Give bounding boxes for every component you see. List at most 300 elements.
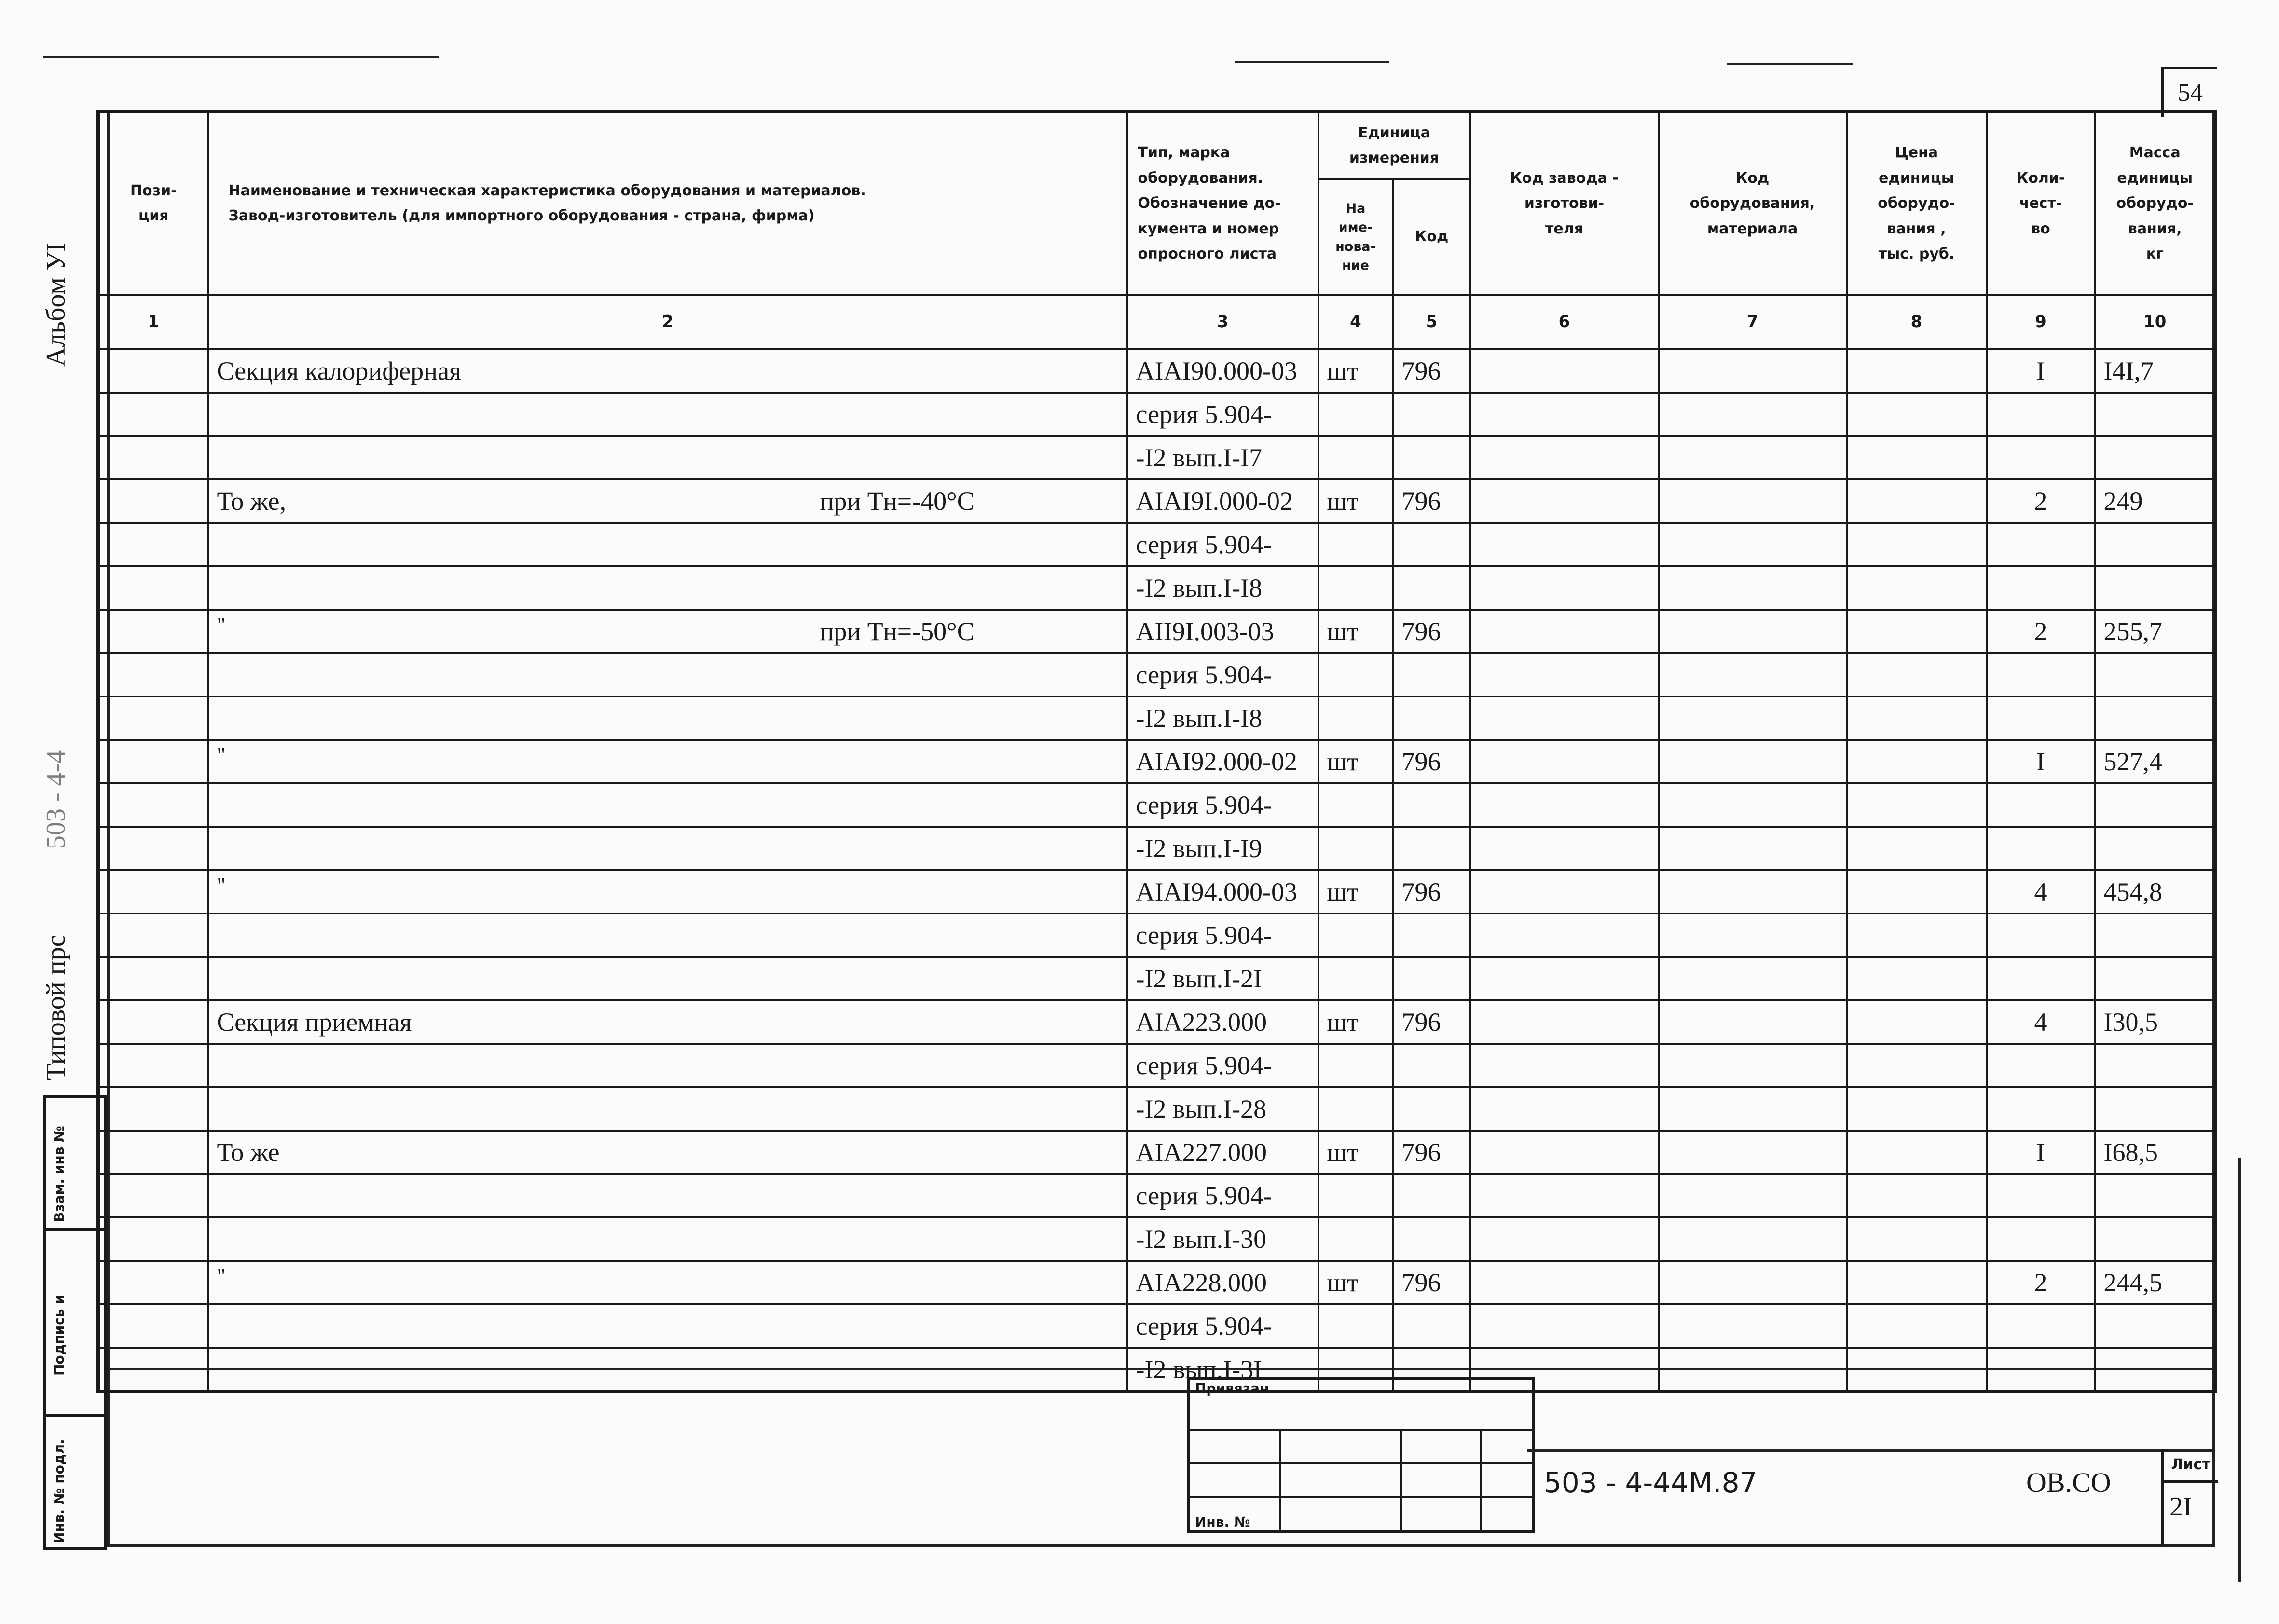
table-row bbox=[98, 870, 2216, 914]
table-cell bbox=[98, 523, 208, 566]
table-cell bbox=[1987, 914, 2095, 957]
table-cell bbox=[2095, 653, 2216, 696]
price-cell bbox=[1847, 870, 1987, 914]
table-cell bbox=[1847, 1217, 1987, 1261]
table-row bbox=[98, 1261, 2216, 1304]
table-cell bbox=[1987, 1348, 2095, 1392]
table-row bbox=[98, 1217, 2216, 1261]
table-cell bbox=[1847, 696, 1987, 740]
unit-code-cell: 796 bbox=[1393, 610, 1470, 653]
typical-project-label: Типовой прс bbox=[41, 935, 71, 1080]
table-cell bbox=[2095, 1217, 2216, 1261]
table-cell bbox=[2095, 566, 2216, 610]
table-cell bbox=[2095, 1348, 2216, 1392]
table-cell bbox=[1987, 1087, 2095, 1131]
right-margin-line bbox=[2238, 1158, 2241, 1582]
type-cell: -I2 вып.I-I8 bbox=[1127, 566, 1318, 610]
equipment-code-cell bbox=[1659, 610, 1847, 653]
header-factory-code: Код завода - изготови- теля bbox=[1470, 112, 1659, 295]
column-number: 9 bbox=[1987, 295, 2095, 349]
table-cell bbox=[1659, 393, 1847, 436]
factory-code-cell bbox=[1470, 610, 1659, 653]
position-cell bbox=[98, 1131, 208, 1174]
album-label: Альбом УI bbox=[41, 242, 71, 367]
table-cell bbox=[1393, 827, 1470, 870]
signature-label: Подпись и bbox=[51, 1295, 67, 1376]
table-cell bbox=[1470, 914, 1659, 957]
table-cell bbox=[1470, 1217, 1659, 1261]
table-cell bbox=[208, 1087, 1127, 1131]
position-cell bbox=[98, 349, 208, 393]
column-number: 3 bbox=[1127, 295, 1318, 349]
table-cell bbox=[1318, 653, 1393, 696]
table-cell bbox=[208, 783, 1127, 827]
table-cell bbox=[1318, 783, 1393, 827]
sheet-number: 2I bbox=[2169, 1492, 2192, 1522]
equipment-code-cell bbox=[1659, 1131, 1847, 1174]
privyazan-label: Привязан bbox=[1189, 1379, 1534, 1430]
type-cell: AIA227.000 bbox=[1127, 1131, 1318, 1174]
type-cell: AII9I.003-03 bbox=[1127, 610, 1318, 653]
unit-code-cell: 796 bbox=[1393, 1000, 1470, 1044]
table-cell bbox=[1318, 696, 1393, 740]
table-cell bbox=[1470, 393, 1659, 436]
table-cell bbox=[1659, 1304, 1847, 1348]
header-price: Цена единицы оборудо- вания , тыс. руб. bbox=[1847, 112, 1987, 295]
type-cell: AIA223.000 bbox=[1127, 1000, 1318, 1044]
table-cell bbox=[1470, 566, 1659, 610]
unit-name-cell: шт bbox=[1318, 870, 1393, 914]
table-row bbox=[98, 1304, 2216, 1348]
table-cell bbox=[1393, 393, 1470, 436]
table-row bbox=[98, 783, 2216, 827]
table-cell bbox=[1847, 783, 1987, 827]
type-cell: серия 5.904- bbox=[1127, 783, 1318, 827]
table-cell bbox=[1318, 827, 1393, 870]
type-cell: AIAI92.000-02 bbox=[1127, 740, 1318, 783]
unit-name-cell: шт bbox=[1318, 1261, 1393, 1304]
quantity-cell: I bbox=[1987, 740, 2095, 783]
table-row bbox=[98, 523, 2216, 566]
name-cell bbox=[208, 479, 1127, 523]
table-row bbox=[98, 1131, 2216, 1174]
table-cell bbox=[98, 783, 208, 827]
column-number: 8 bbox=[1847, 295, 1987, 349]
table-cell bbox=[98, 914, 208, 957]
type-cell: AIAI90.000-03 bbox=[1127, 349, 1318, 393]
table-cell bbox=[1659, 783, 1847, 827]
table-cell bbox=[1393, 783, 1470, 827]
factory-code-cell bbox=[1470, 870, 1659, 914]
vzam-inv-label: Взам. инв № bbox=[51, 1126, 67, 1222]
quantity-cell: 2 bbox=[1987, 1261, 2095, 1304]
inv-podl-label: Инв. № подл. bbox=[51, 1439, 67, 1543]
price-cell bbox=[1847, 610, 1987, 653]
equipment-code-cell bbox=[1659, 870, 1847, 914]
top-rule bbox=[43, 56, 439, 58]
table-row bbox=[98, 610, 2216, 653]
mass-cell: I68,5 bbox=[2095, 1131, 2216, 1174]
mass-cell: I4I,7 bbox=[2095, 349, 2216, 393]
table-cell bbox=[208, 566, 1127, 610]
table-cell bbox=[2095, 436, 2216, 479]
table-cell bbox=[1987, 653, 2095, 696]
type-cell: серия 5.904- bbox=[1127, 393, 1318, 436]
equipment-code-cell bbox=[1659, 740, 1847, 783]
table-cell bbox=[98, 653, 208, 696]
table-cell bbox=[1659, 1217, 1847, 1261]
header-position: Пози- ция bbox=[98, 112, 208, 295]
table-cell bbox=[1470, 1044, 1659, 1087]
equipment-name: " bbox=[217, 743, 226, 767]
unit-code-cell: 796 bbox=[1393, 349, 1470, 393]
table-cell bbox=[208, 1217, 1127, 1261]
table-cell bbox=[1987, 523, 2095, 566]
inv-podl-box bbox=[43, 1414, 107, 1550]
name-cell bbox=[208, 1131, 1127, 1174]
equipment-name: То же bbox=[217, 1137, 280, 1167]
table-cell bbox=[1470, 436, 1659, 479]
type-cell: AIA228.000 bbox=[1127, 1261, 1318, 1304]
top-rule bbox=[1235, 61, 1389, 63]
factory-code-cell bbox=[1470, 1000, 1659, 1044]
table-cell bbox=[1847, 914, 1987, 957]
type-cell: -I2 вып.I-I7 bbox=[1127, 436, 1318, 479]
table-cell bbox=[2095, 914, 2216, 957]
mass-cell: I30,5 bbox=[2095, 1000, 2216, 1044]
sheet-top-number: 54 bbox=[2161, 67, 2217, 117]
unit-name-cell: шт bbox=[1318, 1000, 1393, 1044]
stamp-divider bbox=[1527, 1449, 2215, 1452]
table-cell bbox=[1318, 566, 1393, 610]
unit-name-cell: шт bbox=[1318, 1131, 1393, 1174]
type-cell: серия 5.904- bbox=[1127, 1044, 1318, 1087]
table-row bbox=[98, 566, 2216, 610]
table-cell bbox=[208, 1174, 1127, 1217]
table-cell bbox=[1659, 436, 1847, 479]
frame-bottom-line bbox=[107, 1544, 2215, 1547]
table-row bbox=[98, 827, 2216, 870]
table-cell bbox=[1847, 957, 1987, 1000]
inv-no-label: Инв. № bbox=[1189, 1497, 1280, 1532]
type-cell: -I2 вып.I-I9 bbox=[1127, 827, 1318, 870]
table-cell bbox=[2095, 523, 2216, 566]
project-fragment-label: 503 - 4-4 bbox=[41, 750, 71, 849]
table-cell bbox=[1987, 1304, 2095, 1348]
table-cell bbox=[208, 1304, 1127, 1348]
table-row bbox=[98, 653, 2216, 696]
quantity-cell: I bbox=[1987, 349, 2095, 393]
position-cell bbox=[98, 479, 208, 523]
table-cell bbox=[1847, 436, 1987, 479]
table-cell bbox=[1393, 1217, 1470, 1261]
unit-code-cell: 796 bbox=[1393, 1131, 1470, 1174]
equipment-code-cell bbox=[1659, 1000, 1847, 1044]
unit-name-cell: шт bbox=[1318, 610, 1393, 653]
table-cell bbox=[1847, 393, 1987, 436]
type-cell: AIAI9I.000-02 bbox=[1127, 479, 1318, 523]
table-cell bbox=[1318, 523, 1393, 566]
equipment-name: Секция калориферная bbox=[217, 356, 461, 385]
table-cell bbox=[1470, 1304, 1659, 1348]
table-row bbox=[98, 479, 2216, 523]
mass-cell: 527,4 bbox=[2095, 740, 2216, 783]
table-cell bbox=[1470, 696, 1659, 740]
table-row bbox=[98, 696, 2216, 740]
price-cell bbox=[1847, 1131, 1987, 1174]
header-mass: Масса единицы оборудо- вания, кг bbox=[2095, 112, 2216, 295]
table-cell bbox=[1659, 523, 1847, 566]
quantity-cell: 2 bbox=[1987, 610, 2095, 653]
table-cell bbox=[208, 393, 1127, 436]
factory-code-cell bbox=[1470, 740, 1659, 783]
table-cell bbox=[1659, 696, 1847, 740]
table-cell bbox=[1393, 653, 1470, 696]
position-cell bbox=[98, 870, 208, 914]
table-cell bbox=[1318, 393, 1393, 436]
table-cell bbox=[2095, 1044, 2216, 1087]
table-cell bbox=[1659, 914, 1847, 957]
equipment-condition: при Тн=-40°С bbox=[820, 486, 975, 516]
table-cell bbox=[1987, 783, 2095, 827]
table-cell bbox=[1659, 653, 1847, 696]
table-cell bbox=[1987, 1044, 2095, 1087]
type-cell: -I2 вып.I-2I bbox=[1127, 957, 1318, 1000]
table-row bbox=[98, 436, 2216, 479]
column-number: 5 bbox=[1393, 295, 1470, 349]
table-cell bbox=[2095, 783, 2216, 827]
type-cell: серия 5.904- bbox=[1127, 1174, 1318, 1217]
table-cell bbox=[208, 1044, 1127, 1087]
table-cell bbox=[2095, 1174, 2216, 1217]
table-cell bbox=[1393, 957, 1470, 1000]
table-cell bbox=[98, 827, 208, 870]
sheet-label: Лист bbox=[2164, 1449, 2218, 1483]
section-code: ОВ.СО bbox=[2026, 1467, 2111, 1498]
table-cell bbox=[1470, 957, 1659, 1000]
table-cell bbox=[1318, 1044, 1393, 1087]
quantity-cell: 4 bbox=[1987, 1000, 2095, 1044]
table-cell bbox=[2095, 1087, 2216, 1131]
factory-code-cell bbox=[1470, 1261, 1659, 1304]
equipment-name: " bbox=[217, 613, 226, 637]
table-row bbox=[98, 1044, 2216, 1087]
header-unit-code: Код bbox=[1393, 179, 1470, 295]
unit-code-cell: 796 bbox=[1393, 740, 1470, 783]
header-name: Наименование и техническая характеристика оборудования и материалов. Завод-изготовитель (для импортного оборудования - страна, фирма) bbox=[208, 112, 1127, 295]
price-cell bbox=[1847, 740, 1987, 783]
table-row bbox=[98, 1348, 2216, 1392]
table-cell bbox=[1470, 783, 1659, 827]
position-cell bbox=[98, 610, 208, 653]
table-cell bbox=[98, 1087, 208, 1131]
unit-code-cell: 796 bbox=[1393, 479, 1470, 523]
equipment-condition: при Тн=-50°С bbox=[820, 616, 975, 646]
table-cell bbox=[1847, 1304, 1987, 1348]
type-cell: серия 5.904- bbox=[1127, 914, 1318, 957]
header-type: Тип, марка оборудования. Обозначение до- кумента и номер опросного листа bbox=[1127, 112, 1318, 295]
table-row bbox=[98, 914, 2216, 957]
table-cell bbox=[1393, 1087, 1470, 1131]
table-cell bbox=[208, 696, 1127, 740]
type-cell: -I2 вып.I-28 bbox=[1127, 1087, 1318, 1131]
table-cell bbox=[1847, 653, 1987, 696]
table-cell bbox=[1318, 1304, 1393, 1348]
table-cell bbox=[1318, 1087, 1393, 1131]
table-cell bbox=[1847, 566, 1987, 610]
sheet-box bbox=[2161, 1449, 2218, 1546]
table-cell bbox=[1318, 1174, 1393, 1217]
table-cell bbox=[1393, 1304, 1470, 1348]
mass-cell: 249 bbox=[2095, 479, 2216, 523]
table-cell bbox=[2095, 1304, 2216, 1348]
table-cell bbox=[1318, 957, 1393, 1000]
table-cell bbox=[1470, 653, 1659, 696]
table-cell bbox=[2095, 696, 2216, 740]
quantity-cell: 4 bbox=[1987, 870, 2095, 914]
table-cell bbox=[1470, 1174, 1659, 1217]
table-cell bbox=[1393, 523, 1470, 566]
table-cell bbox=[2095, 827, 2216, 870]
equipment-name: То же, bbox=[217, 486, 286, 516]
table-row bbox=[98, 393, 2216, 436]
mass-cell: 255,7 bbox=[2095, 610, 2216, 653]
table-cell bbox=[208, 653, 1127, 696]
table-cell bbox=[98, 393, 208, 436]
table-cell bbox=[1987, 696, 2095, 740]
type-cell: -I2 вып.I-I8 bbox=[1127, 696, 1318, 740]
specification-table bbox=[96, 110, 2217, 1393]
mass-cell: 454,8 bbox=[2095, 870, 2216, 914]
table-cell bbox=[1987, 1174, 2095, 1217]
table-cell bbox=[1659, 1087, 1847, 1131]
table-cell bbox=[1470, 827, 1659, 870]
position-cell bbox=[98, 1000, 208, 1044]
unit-name-cell: шт bbox=[1318, 349, 1393, 393]
type-cell: серия 5.904- bbox=[1127, 523, 1318, 566]
table-cell bbox=[1659, 1174, 1847, 1217]
factory-code-cell bbox=[1470, 479, 1659, 523]
table-cell bbox=[1987, 957, 2095, 1000]
table-cell bbox=[1659, 957, 1847, 1000]
table-cell bbox=[1470, 1087, 1659, 1131]
table-cell bbox=[1318, 914, 1393, 957]
table-cell bbox=[1659, 1044, 1847, 1087]
table-cell bbox=[1318, 1217, 1393, 1261]
equipment-code-cell bbox=[1659, 1261, 1847, 1304]
table-cell bbox=[1393, 436, 1470, 479]
equipment-code-cell bbox=[1659, 349, 1847, 393]
table-row bbox=[98, 740, 2216, 783]
column-number: 6 bbox=[1470, 295, 1659, 349]
type-cell: AIAI94.000-03 bbox=[1127, 870, 1318, 914]
table-cell bbox=[98, 1217, 208, 1261]
table-cell bbox=[1659, 1348, 1847, 1392]
stamp-table bbox=[1187, 1377, 1535, 1533]
header-unit: Единица измерения bbox=[1318, 112, 1470, 179]
equipment-name: Секция приемная bbox=[217, 1007, 412, 1037]
type-cell: серия 5.904- bbox=[1127, 653, 1318, 696]
table-cell bbox=[1470, 523, 1659, 566]
table-cell bbox=[1659, 827, 1847, 870]
table-cell bbox=[1393, 1174, 1470, 1217]
table-cell bbox=[2095, 957, 2216, 1000]
equipment-code-cell bbox=[1659, 479, 1847, 523]
table-row bbox=[98, 957, 2216, 1000]
column-number: 7 bbox=[1659, 295, 1847, 349]
quantity-cell: I bbox=[1987, 1131, 2095, 1174]
table-cell bbox=[1847, 523, 1987, 566]
table-cell bbox=[1847, 1087, 1987, 1131]
name-cell bbox=[208, 1261, 1127, 1304]
table-cell bbox=[208, 827, 1127, 870]
document-code: 503 - 4-44М.87 bbox=[1544, 1466, 1757, 1499]
table-cell bbox=[98, 1044, 208, 1087]
name-cell bbox=[208, 740, 1127, 783]
table-cell bbox=[98, 566, 208, 610]
table-cell bbox=[1659, 566, 1847, 610]
table-cell bbox=[1393, 566, 1470, 610]
table-cell bbox=[1987, 393, 2095, 436]
column-number: 10 bbox=[2095, 295, 2216, 349]
table-cell bbox=[208, 1348, 1127, 1392]
table-cell bbox=[1393, 696, 1470, 740]
unit-code-cell: 796 bbox=[1393, 1261, 1470, 1304]
table-cell bbox=[98, 1348, 208, 1392]
price-cell bbox=[1847, 479, 1987, 523]
unit-name-cell: шт bbox=[1318, 479, 1393, 523]
table-cell bbox=[208, 523, 1127, 566]
header-equipment-code: Код оборудования, материала bbox=[1659, 112, 1847, 295]
table-row bbox=[98, 1087, 2216, 1131]
table-cell bbox=[98, 1174, 208, 1217]
position-cell bbox=[98, 740, 208, 783]
specification-body bbox=[98, 349, 2216, 1392]
quantity-cell: 2 bbox=[1987, 479, 2095, 523]
table-row bbox=[98, 1174, 2216, 1217]
table-cell bbox=[1847, 827, 1987, 870]
table-cell bbox=[2095, 393, 2216, 436]
table-cell bbox=[1393, 1044, 1470, 1087]
type-cell: серия 5.904- bbox=[1127, 1304, 1318, 1348]
table-row bbox=[98, 349, 2216, 393]
price-cell bbox=[1847, 1000, 1987, 1044]
table-cell bbox=[98, 436, 208, 479]
table-cell bbox=[1847, 1174, 1987, 1217]
table-cell bbox=[1987, 436, 2095, 479]
type-cell: -I2 вып.I-3I bbox=[1127, 1348, 1318, 1392]
factory-code-cell bbox=[1470, 1131, 1659, 1174]
name-cell bbox=[208, 870, 1127, 914]
header-unit-name: На име- нова- ние bbox=[1318, 179, 1393, 295]
name-cell bbox=[208, 610, 1127, 653]
column-number: 4 bbox=[1318, 295, 1393, 349]
unit-code-cell: 796 bbox=[1393, 870, 1470, 914]
mass-cell: 244,5 bbox=[2095, 1261, 2216, 1304]
table-cell bbox=[1987, 1217, 2095, 1261]
price-cell bbox=[1847, 1261, 1987, 1304]
factory-code-cell bbox=[1470, 349, 1659, 393]
table-cell bbox=[208, 914, 1127, 957]
table-cell bbox=[208, 957, 1127, 1000]
top-rule bbox=[1727, 63, 1853, 65]
table-cell bbox=[1847, 1044, 1987, 1087]
equipment-name: " bbox=[217, 873, 226, 897]
name-cell bbox=[208, 1000, 1127, 1044]
name-cell bbox=[208, 349, 1127, 393]
column-number: 1 bbox=[98, 295, 208, 349]
table-cell bbox=[1847, 1348, 1987, 1392]
